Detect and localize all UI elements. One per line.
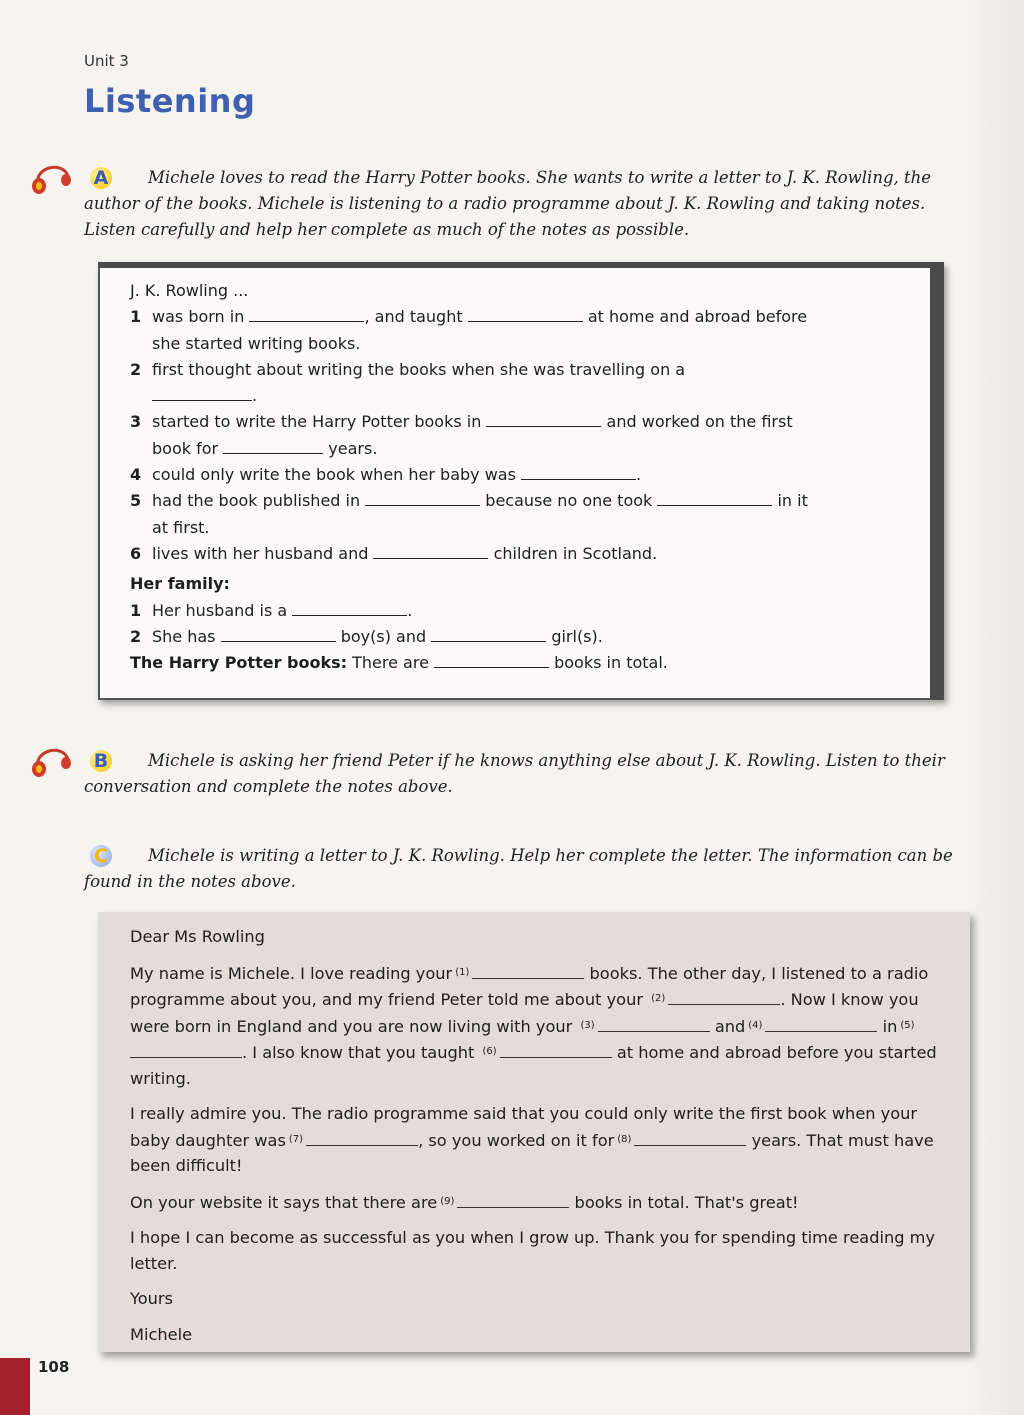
headphones-icon	[28, 160, 76, 196]
answer-blank[interactable]	[221, 627, 336, 642]
note-item-3-cont: book for years.	[152, 438, 378, 458]
answer-blank[interactable]	[668, 990, 780, 1005]
letter-paragraph-2: I really admire you. The radio programme said that you could only write the first book when your baby daughter was $^{(7)}$ , so you worked on it for $^{(8)}$ years. That must have been difficult!	[130, 1104, 934, 1175]
answer-blank[interactable]	[500, 1043, 612, 1058]
answer-blank[interactable]	[373, 544, 488, 559]
notes-heading: J. K. Rowling ...	[130, 281, 249, 300]
section-c-text: Michele is writing a letter to J. K. Rowling. Help her complete the letter. The information can be found in the notes above.	[84, 846, 953, 891]
letter-box	[98, 912, 970, 1352]
answer-blank[interactable]	[152, 386, 252, 401]
note-item-5: 5 had the book published in because no one took in it	[130, 491, 808, 511]
section-b-tag: B	[90, 750, 112, 772]
answer-blank[interactable]	[598, 1017, 710, 1032]
note-item-1: 1 was born in , and taught at home and abroad before	[130, 307, 808, 327]
family-item-2: 2 She has boy(s) and girl(s).	[130, 626, 603, 646]
unit-label: Unit 3	[84, 52, 129, 70]
answer-blank[interactable]	[365, 491, 480, 506]
page-title: Listening	[84, 82, 256, 120]
note-item-2-cont: .	[130, 383, 910, 409]
letter-greeting: Dear Ms Rowling	[130, 927, 265, 946]
answer-blank[interactable]	[292, 601, 407, 616]
section-a-text: Michele loves to read the Harry Potter books. She wants to write a letter to J. K. Rowling, the author of the books. Michele is listening to a radio programme about J. K. Rowling and taking notes. Listen carefully and help her complete as much of the notes as possible.	[84, 168, 932, 239]
answer-blank[interactable]	[486, 412, 601, 427]
answer-blank[interactable]	[468, 307, 583, 322]
answer-blank[interactable]	[457, 1193, 569, 1208]
books-line: The Harry Potter books: There are books in total.	[130, 653, 668, 673]
page-color-tab	[0, 1358, 30, 1415]
letter-signature: Michele	[130, 1324, 193, 1344]
letter-paragraph-3: On your website it says that there are $^{(9)}$ books in total. That's great!	[130, 1192, 799, 1212]
answer-blank[interactable]	[431, 627, 546, 642]
answer-blank[interactable]	[223, 439, 323, 454]
answer-blank[interactable]	[434, 653, 549, 668]
family-heading: Her family:	[130, 574, 230, 594]
section-b-text: Michele is asking her friend Peter if he knows anything else about J. K. Rowling. Listen to their conversation and complete the notes above.	[84, 751, 945, 796]
answer-blank[interactable]	[249, 307, 364, 322]
page-number: 108	[38, 1358, 70, 1376]
letter-paragraph-4: I hope I can become as successful as you when I grow up. Thank you for spending time reading my letter.	[130, 1228, 936, 1273]
letter-content	[130, 924, 942, 1357]
page-edge-shadow	[964, 0, 1024, 1415]
notes-content	[130, 278, 910, 676]
note-item-2: 2 first thought about writing the books when she was travelling on a	[130, 359, 686, 379]
answer-blank[interactable]	[130, 1043, 242, 1058]
note-item-5-cont: at first.	[152, 517, 210, 537]
answer-blank[interactable]	[657, 491, 772, 506]
letter-paragraph-1: My name is Michele. I love reading your $^{(1)}$ books. The other day, I listened to a radio programme about you, and my friend Peter told me about your $^{(2)}$ . Now I know you were born in England and you are now living with your $^{(3)}$ and $^{(4)}$ in $^{(5)}$. I also know that you taught $^{(6)}$ at home and abroad before you started writing.	[130, 963, 937, 1088]
answer-blank[interactable]	[306, 1131, 418, 1146]
section-c-tag: C	[90, 845, 112, 867]
note-item-6: 6 lives with her husband and children in Scotland.	[130, 543, 658, 563]
section-a-instructions	[84, 165, 964, 243]
section-c-instructions	[84, 843, 964, 895]
section-a-tag: A	[90, 167, 112, 189]
section-b-instructions	[84, 748, 964, 800]
note-item-1-cont: she started writing books.	[152, 333, 361, 353]
letter-closing: Yours	[130, 1289, 173, 1308]
family-item-1: 1 Her husband is a .	[130, 600, 413, 620]
headphones-icon	[28, 743, 76, 779]
note-item-3: 3 started to write the Harry Potter books in and worked on the first	[130, 412, 793, 432]
answer-blank[interactable]	[634, 1131, 746, 1146]
note-item-4: 4 could only write the book when her baby was .	[130, 465, 642, 485]
answer-blank[interactable]	[472, 964, 584, 979]
answer-blank[interactable]	[521, 465, 636, 480]
answer-blank[interactable]	[765, 1017, 877, 1032]
notes-box	[98, 262, 944, 700]
